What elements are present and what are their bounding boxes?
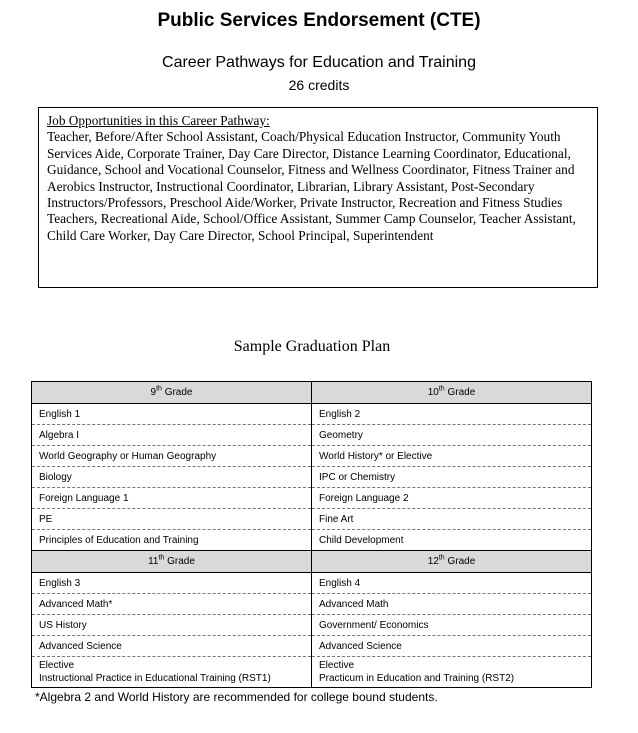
- table-row: [32, 573, 592, 594]
- page-title: Public Services Endorsement (CTE): [157, 10, 481, 31]
- course-cell: Advanced Math: [312, 594, 592, 615]
- grade-10-header: 10th Grade: [312, 382, 592, 404]
- course-cell: Advanced Math*: [32, 594, 312, 615]
- course-cell: English 1: [32, 404, 312, 425]
- course-cell: World History* or Elective: [312, 446, 592, 467]
- table-row: [32, 530, 592, 551]
- course-cell: [32, 657, 312, 688]
- grade-12-header: 12th Grade: [312, 551, 592, 573]
- course-cell: English 3: [32, 573, 312, 594]
- grade-header-row: [32, 551, 592, 573]
- course-cell: English 4: [312, 573, 592, 594]
- course-cell: Government/ Economics: [312, 615, 592, 636]
- grade-11-header: 11th Grade: [32, 551, 312, 573]
- course-line: Practicum in Education and Training (RST2): [319, 673, 515, 684]
- table-row: [32, 636, 592, 657]
- table-row: [32, 446, 592, 467]
- table-row: [32, 488, 592, 509]
- course-cell: [312, 657, 592, 688]
- table-row: [32, 615, 592, 636]
- course-cell: English 2: [312, 404, 592, 425]
- course-cell: Foreign Language 1: [32, 488, 312, 509]
- course-cell: Foreign Language 2: [312, 488, 592, 509]
- table-row: [32, 467, 592, 488]
- grade-9-header: 9th Grade: [32, 382, 312, 404]
- graduation-plan-title: Sample Graduation Plan: [233, 338, 391, 355]
- table-row: [32, 404, 592, 425]
- course-line: Elective: [319, 660, 355, 671]
- course-cell: Fine Art: [312, 509, 592, 530]
- course-cell: Algebra I: [32, 425, 312, 446]
- grade-header-row: [32, 382, 592, 404]
- course-cell: PE: [32, 509, 312, 530]
- course-cell: Advanced Science: [32, 636, 312, 657]
- job-opportunities-text: Teacher, Before/After School Assistant, Coach/Physical Education Instructor, Community Youth Services Aide, Corporate Trainer, Day Care Director, Distance Learning Coordinator, Educational, Guidance, School and Vocational Counselor, Fitness and Wellness Coordinator, Fitness Trainer and Aerobics Instructor, Instructional Coordinator, Librarian, Library Assistant, Post-Secondary Instructors/Professors, Preschool Aide/Worker, Private Instructor, Recreation and Fitness Studies Teachers, Recreational Aide, School/Office Assistant, Summer Camp Counselor, Teacher Assistant, Child Care Worker, Day Care Director, School Principal, Superintendent: [47, 129, 576, 243]
- course-cell: IPC or Chemistry: [312, 467, 592, 488]
- table-row: [32, 509, 592, 530]
- table-row: [32, 594, 592, 615]
- page-subtitle: Career Pathways for Education and Training: [162, 54, 476, 71]
- course-line: Elective: [39, 660, 75, 671]
- course-cell: World Geography or Human Geography: [32, 446, 312, 467]
- course-cell: Geometry: [312, 425, 592, 446]
- course-cell: Biology: [32, 467, 312, 488]
- table-row: [32, 657, 592, 688]
- credits-label: 26 credits: [288, 77, 350, 93]
- table-row: [32, 425, 592, 446]
- course-cell: Principles of Education and Training: [32, 530, 312, 551]
- job-opportunities-box: [38, 107, 598, 288]
- course-cell: US History: [32, 615, 312, 636]
- job-opportunities-heading: Job Opportunities in this Career Pathway:: [47, 113, 270, 128]
- course-cell: Advanced Science: [312, 636, 592, 657]
- course-cell: Child Development: [312, 530, 592, 551]
- footnote: *Algebra 2 and World History are recommended for college bound students.: [35, 690, 438, 704]
- graduation-plan-table: [31, 381, 592, 688]
- course-line: Instructional Practice in Educational Training (RST1): [39, 673, 271, 684]
